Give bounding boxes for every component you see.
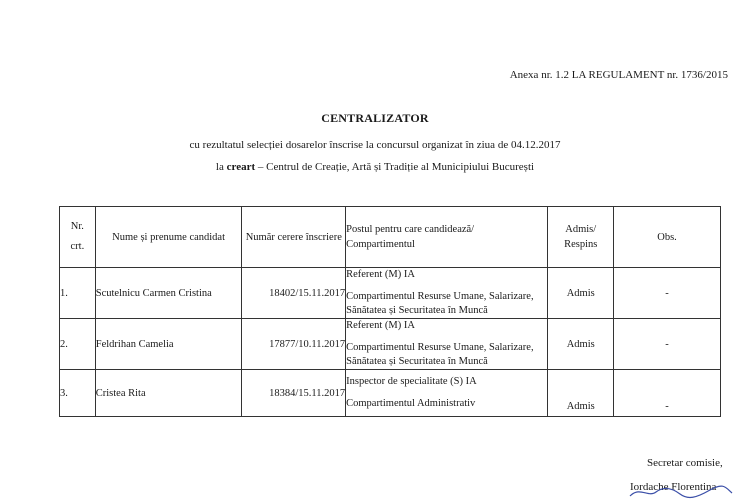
table-row xyxy=(60,268,721,319)
cell-nr: 1. xyxy=(60,268,96,319)
cell-result: Admis xyxy=(548,370,614,417)
post-title: Referent (M) IA xyxy=(346,269,415,280)
cell-name: Feldrihan Camelia xyxy=(95,319,242,370)
cell-name: Cristea Rita xyxy=(95,370,242,417)
cell-obs: - xyxy=(614,319,721,370)
header-registration: Număr cerere înscriere xyxy=(242,207,346,268)
header-nr: Nr. crt. xyxy=(60,207,96,268)
cell-registration: 18402/15.11.2017 xyxy=(242,268,346,319)
table-row xyxy=(60,370,721,417)
cell-post xyxy=(346,370,548,417)
cell-post xyxy=(346,319,548,370)
institution-line xyxy=(0,161,750,173)
cell-result: Admis xyxy=(548,268,614,319)
cell-result: Admis xyxy=(548,319,614,370)
cell-registration: 17877/10.11.2017 xyxy=(242,319,346,370)
institution-name: – Centrul de Creație, Artă și Tradiție al Municipiului București xyxy=(255,161,535,173)
department-name: Compartimentul Administrativ xyxy=(346,398,476,409)
secretary-name: Iordache Florentina xyxy=(630,481,717,493)
cell-post xyxy=(346,268,548,319)
header-name: Nume și prenume candidat xyxy=(95,207,242,268)
document-subtitle: cu rezultatul selecției dosarelor înscrise la concursul organizat în ziua de 04.12.2017 xyxy=(189,139,561,151)
department-name: Compartimentul Resurse Umane, Salarizare, Sănătatea și Securitatea în Muncă xyxy=(346,291,534,316)
cell-name: Scutelnicu Carmen Cristina xyxy=(95,268,242,319)
cell-obs: - xyxy=(614,268,721,319)
cell-nr: 3. xyxy=(60,370,96,417)
header-post: Postul pentru care candidează/ Compartimentul xyxy=(346,207,548,268)
post-title: Inspector de specialitate (S) IA xyxy=(346,376,477,387)
results-table xyxy=(59,206,721,417)
cell-obs: - xyxy=(614,370,721,417)
institution-brand: creart xyxy=(226,161,256,173)
cell-nr: 2. xyxy=(60,319,96,370)
header-result: Admis/ Respins xyxy=(548,207,614,268)
institution-prefix: la xyxy=(215,161,227,173)
post-title: Referent (M) IA xyxy=(346,320,415,331)
secretary-role: Secretar comisie, xyxy=(647,457,723,469)
cell-registration: 18384/15.11.2017 xyxy=(242,370,346,417)
header-obs: Obs. xyxy=(614,207,721,268)
annex-reference: Anexa nr. 1.2 LA REGULAMENT nr. 1736/2015 xyxy=(509,69,728,81)
department-name: Compartimentul Resurse Umane, Salarizare, Sănătatea și Securitatea în Muncă xyxy=(346,342,534,367)
table-header-row xyxy=(60,207,721,268)
signature-scribble-icon xyxy=(626,484,736,500)
table-row xyxy=(60,319,721,370)
document-title: CENTRALIZATOR xyxy=(321,111,429,125)
